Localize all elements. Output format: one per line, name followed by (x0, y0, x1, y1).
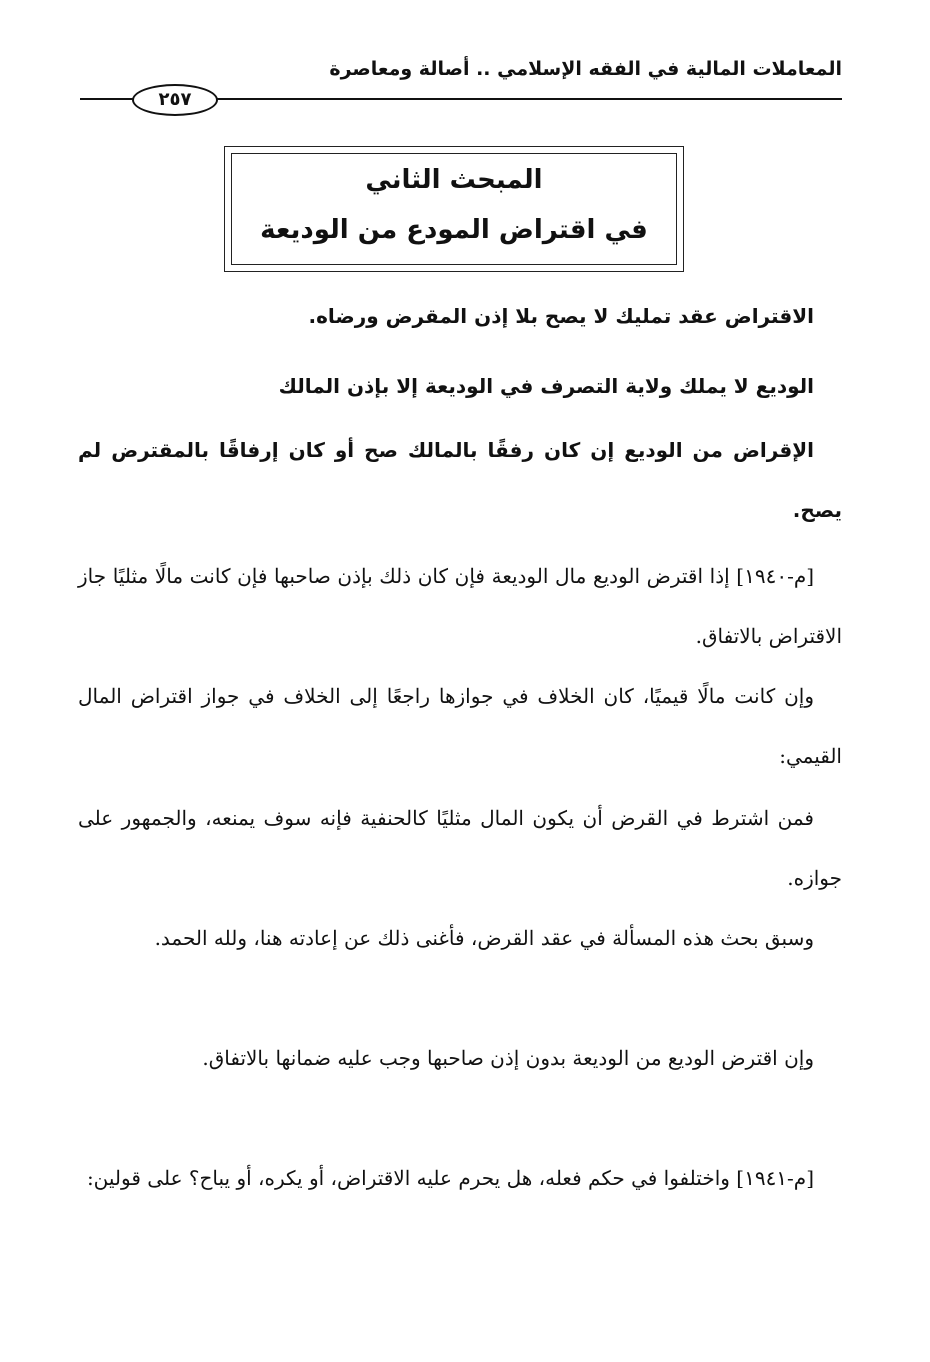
section-title: المبحث الثاني (365, 165, 543, 195)
body-paragraph-5: وإن اقترض الوديع من الوديعة بدون إذن صاحبها وجب عليه ضمانها بالاتفاق. (202, 1046, 814, 1070)
rule-paragraph-2: الوديع لا يملك ولاية التصرف في الوديعة إلا بإذن المالك (278, 374, 814, 398)
body-paragraph-6: [م-١٩٤١] واختلفوا في حكم فعله، هل يحرم عليه الاقتراض، أو يكره، أو يباح؟ على قولين: (86, 1166, 814, 1190)
body-paragraph-4: وسبق بحث هذه المسألة في عقد القرض، فأغنى ذلك عن إعادته هنا، ولله الحمد. (154, 926, 814, 950)
section-title-frame (224, 146, 684, 272)
rule-paragraph-1: الاقتراض عقد تمليك لا يصح بلا إذن المقرض ورضاه. (308, 304, 814, 328)
rule-paragraph-3: الإقراض من الوديع إن كان رفقًا بالمالك صح أو كان إرفاقًا بالمقترض لم يصح. (78, 438, 842, 522)
book-title: المعاملات المالية في الفقه الإسلامي .. أصالة ومعاصرة (329, 58, 842, 80)
body-paragraph-3: فمن اشترط في القرض أن يكون المال مثليًا كالحنفية فإنه سوف يمنعه، والجمهور على جوازه. (78, 806, 842, 890)
body-paragraph-1: [م-١٩٤٠] إذا اقترض الوديع مال الوديعة فإن كان ذلك بإذن صاحبها فإن كانت مالًا مثليًا جاز الاقتراض بالاتفاق. (78, 564, 842, 648)
section-subtitle: في اقتراض المودع من الوديعة (260, 215, 648, 245)
page-number: ٢٥٧ (132, 84, 218, 116)
body-paragraph-2: وإن كانت مالًا قيميًا، كان الخلاف في جوازها راجعًا إلى الخلاف في جواز اقتراض المال القيمي: (78, 684, 842, 768)
